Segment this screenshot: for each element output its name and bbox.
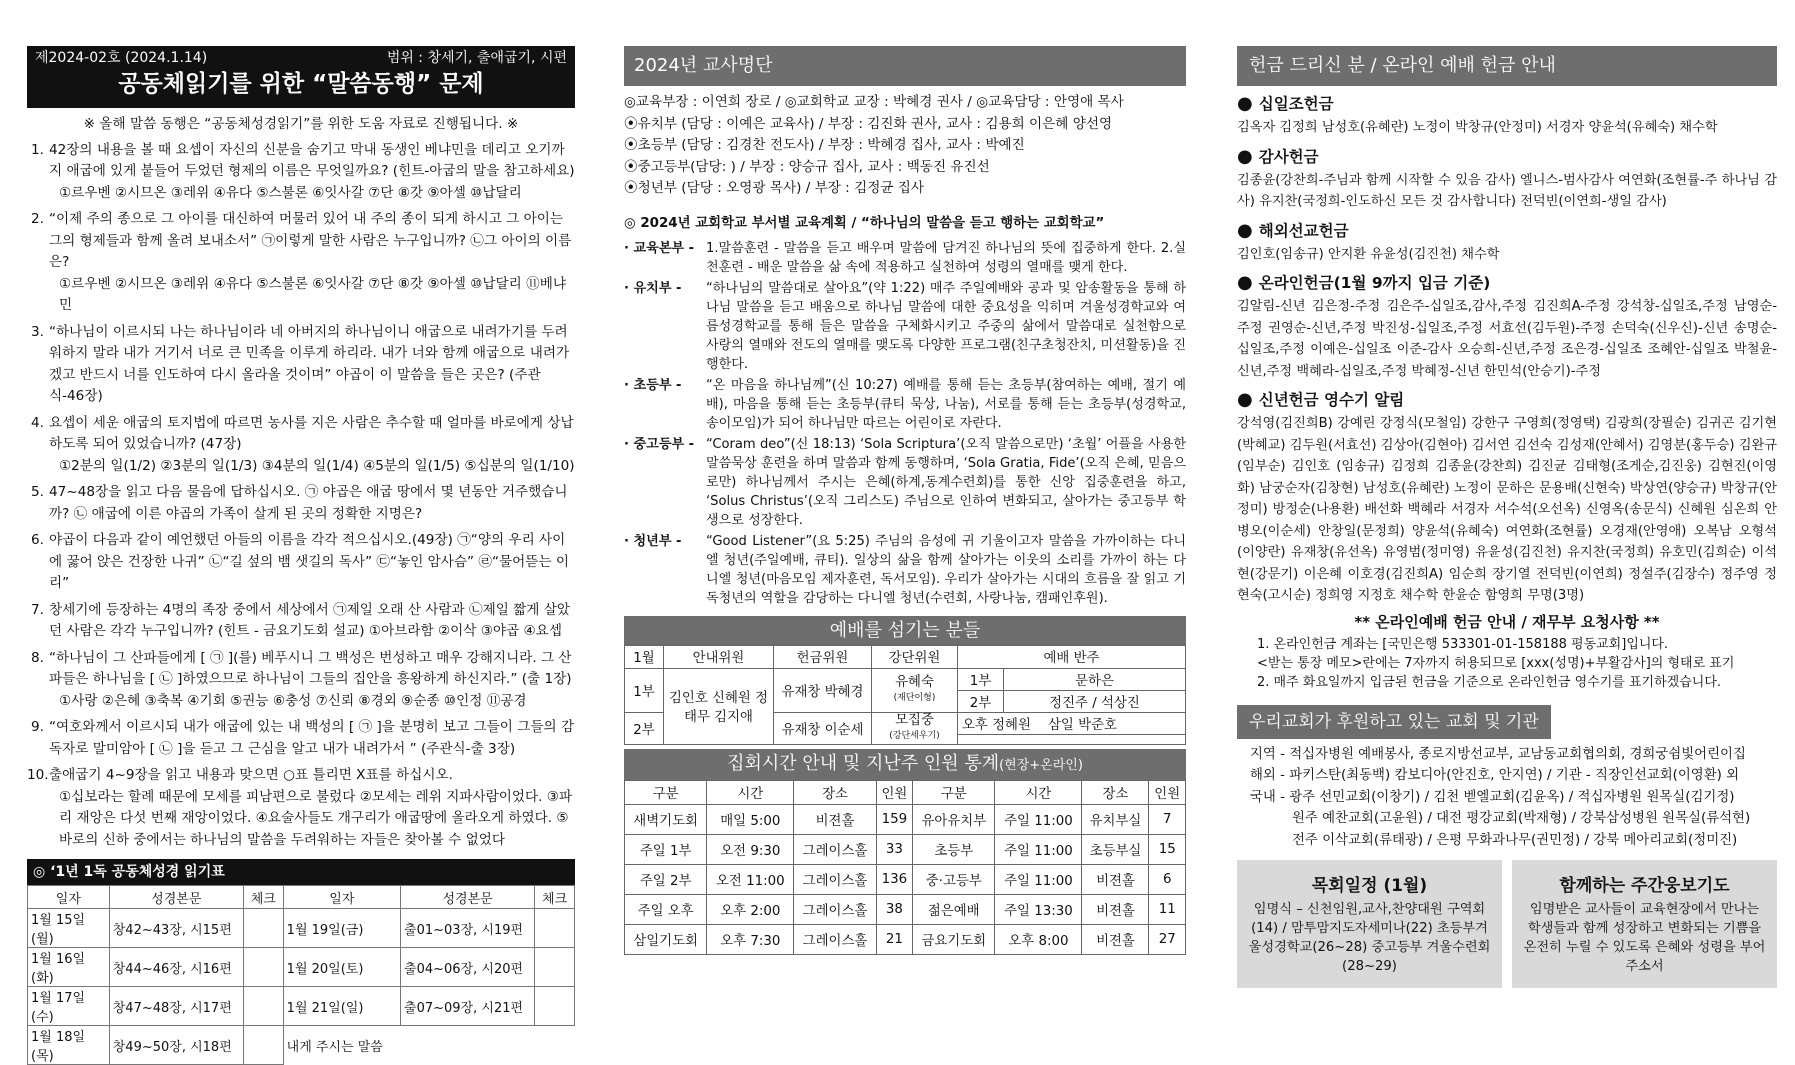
serve-altar2-note: (강단세우기) (889, 730, 940, 741)
plan-text: “온 마음을 하나님께”(신 10:27) 예배를 통해 듣는 초등부(참여하는 예배, 절기 예배), 마음을 통해 듣는 초등부(큐티 묵상, 나눔), 서로를 통해 듣는 초등부(성경학교, 송이모임)가 되어 하나님만 따르는 어린이로 자란다. (706, 377, 1186, 431)
serve-head-guide: 안내위원 (664, 645, 774, 668)
meeting-cell: 초등부 (913, 834, 995, 864)
meeting-cell: 주일 11:00 (995, 804, 1082, 834)
meeting-cell: 주일 13:30 (995, 894, 1082, 924)
meeting-cell: 그레이스홀 (794, 894, 876, 924)
question-number: 8. (31, 649, 44, 666)
plan-text: “Coram deo”(신 18:13) ‘Sola Scriptura’(오직 말씀으로만) ‘초월’ 어플을 사용한 말씀묵상 훈련을 하며 말씀과 함께 동행하며, ‘Sola Gratia, Fide’(오직 은혜, 믿음으로만) 하나님께서 주시는 은혜(하계,동계수련회)를 통한 신앙 집중훈련을 하고, ‘Solus Christus’(오직 그리스도) 주님으로 인하여 변화되고, 살아가는 중고등부 학생으로 성장한다. (706, 436, 1186, 528)
question-list (27, 140, 575, 852)
meeting-cell: 136 (876, 864, 912, 894)
reading-cell: 창47~48장, 시17편 (109, 987, 243, 1026)
meeting-cell: 젊은예배 (913, 894, 995, 924)
reading-head-cell: 성경본문 (401, 886, 535, 909)
meeting-table (624, 780, 1186, 955)
plan-item (624, 435, 1186, 530)
plan-dept: · 초등부 - (624, 377, 682, 393)
meeting-cell: 오전 9:30 (707, 834, 794, 864)
question-body (49, 600, 575, 643)
reading-cell: 출07~09장, 시21편 (401, 987, 535, 1026)
question-number: 7. (31, 601, 44, 618)
notice-title: ** 온라인예배 헌금 안내 / 재무부 요청사항 ** (1354, 612, 1660, 631)
reading-cell (243, 948, 283, 987)
reading-cell: 창42~43장, 시15편 (109, 909, 243, 948)
issue-number: 제2024-02호 (2024.1.14) (35, 50, 208, 66)
reading-range: 범위 : 창세기, 출애굽기, 시편 (386, 50, 567, 66)
question-body (49, 482, 575, 525)
bullet-icon: ● (1237, 389, 1253, 410)
plan-item (624, 279, 1186, 374)
table-row (625, 804, 1186, 834)
acc-label-1: 1부 (958, 668, 1004, 690)
reading-cell (243, 987, 283, 1026)
plan-dept: · 교육본부 - (624, 240, 695, 256)
quiz-intro: ※ 올해 말씀 동행은 “공동체성경읽기”를 위한 도움 자료로 진행됩니다. ※ (83, 116, 519, 132)
question-number: 6. (31, 532, 44, 548)
question-item (27, 648, 575, 713)
reading-head-cell: 일자 (283, 886, 400, 909)
offering-title: 헌금 드리신 분 / 온라인 예배 헌금 안내 (1237, 46, 1777, 86)
table-row (625, 834, 1186, 864)
meeting-cell: 초등부실 (1082, 834, 1149, 864)
serve-head-altar: 강단위원 (872, 645, 958, 668)
support-line: 해외 - 파키스탄(최동백) 캄보디아(안진호, 안지연) / 기관 - 직장인선교회(이영환) 외 (1250, 768, 1740, 783)
question-options: ①십보라는 할례 때문에 모세를 피남편으로 불렀다 ②모세는 레위 지파사람이었다. ③파리 재앙은 다섯 번째 재앙이었다. ④요술사들도 개구리가 애굽땅에 올라오게 하였다. ⑤바로의 신하 중에서는 하나님의 말씀을 두려워하는 자들은 찾아볼 수 없었다 (59, 788, 573, 848)
offering-heading (1237, 144, 1777, 170)
reading-head-cell: 성경본문 (109, 886, 243, 909)
reading-plan-table (27, 885, 575, 1065)
support-line: 전주 이삭교회(류태광) / 은평 무화과나무(권민정) / 강북 메아리교회(정미진) (1292, 832, 1738, 848)
reading-head-cell: 일자 (28, 886, 110, 909)
question-item (27, 140, 575, 205)
question-item (27, 482, 575, 525)
meeting-cell: 오후 7:30 (707, 924, 794, 954)
meeting-head-cell: 시간 (707, 780, 794, 804)
meeting-head-cell: 구분 (913, 780, 995, 804)
meeting-cell: 주일 11:00 (995, 834, 1082, 864)
question-body (49, 648, 575, 713)
reading-cell: 1월 15일(월) (28, 909, 110, 948)
question-text: “이제 주의 종으로 그 아이를 대신하여 머물러 있어 내 주의 종이 되게 하시고 그 아이는 그의 형제들과 함께 올려 보내소서” ㉠이렇게 말한 사람은 누구입니까? ㉡그 아이의 이름은? (49, 211, 572, 270)
meeting-cell: 그레이스홀 (794, 924, 876, 954)
reading-cell: 창44~46장, 시16편 (109, 948, 243, 987)
question-number: 10. (27, 767, 49, 783)
question-body (49, 322, 575, 408)
support-line: 원주 예찬교회(고윤원) / 대전 평강교회(박재형) / 강북삼성병원 원목실(류석현) (1292, 811, 1751, 826)
meeting-cell: 오후 2:00 (707, 894, 794, 924)
acc-label-3: 오후 정혜원 (962, 717, 1031, 733)
reading-cell: 1월 16일(화) (28, 948, 110, 987)
question-text: 출애굽기 4~9장을 읽고 내용과 맞으면 ○표 틀리면 X표를 하십시오. (49, 767, 453, 783)
meeting-cell: 오후 8:00 (995, 924, 1082, 954)
meeting-cell: 주일 1부 (625, 834, 707, 864)
table-row (625, 894, 1186, 924)
department-line: ⦿유치부 (담당 : 이예은 교육사) / 부장 : 김진화 권사, 교사 : 김용희 이은혜 양선영 (624, 115, 1113, 132)
question-body (49, 530, 575, 595)
prayer-body: 임명받은 교사들이 교육현장에서 만나는 학생들과 함께 성장하고 변화되는 기쁨을 온전히 누릴 수 있도록 은혜와 성령을 부어주소서 (1523, 902, 1766, 974)
department-line: ⦿청년부 (담당 : 오영광 목사) / 부장 : 김정균 집사 (624, 180, 925, 196)
quiz-header (27, 46, 575, 108)
meeting-cell: 6 (1149, 864, 1186, 894)
reading-cell (535, 948, 575, 987)
table-row (625, 864, 1186, 894)
reading-cell: 1월 18일(목) (28, 1026, 110, 1065)
offering-names: 김옥자 김정희 남성호(유혜란) 노정이 박창규(안정미) 서경자 양윤석(유혜숙) 채수학 (1237, 120, 1718, 135)
plan-item (624, 239, 1186, 277)
meeting-cell: 금요기도회 (913, 924, 995, 954)
offering-heading (1237, 270, 1777, 296)
question-item (27, 717, 575, 760)
question-item (27, 322, 575, 408)
reading-head-cell: 체크 (535, 886, 575, 909)
reading-cell: 1월 20일(토) (283, 948, 400, 987)
reading-cell (243, 1026, 283, 1065)
offering-names: 김인호(임송규) 안지환 유윤성(김진천) 채수학 (1237, 246, 1500, 262)
table-row (28, 987, 575, 1026)
meeting-cell: 삼일기도회 (625, 924, 707, 954)
question-item (27, 600, 575, 643)
question-item (27, 765, 575, 851)
quiz-title: 공동체읽기를 위한 “말씀동행” 문제 (118, 71, 484, 97)
meeting-cell: 33 (876, 834, 912, 864)
offering-heading-text: 해외선교헌금 (1258, 221, 1349, 240)
meeting-head-cell: 구분 (625, 780, 707, 804)
question-item (27, 413, 575, 478)
offering-names: 김알림-신년 김은정-주정 김은주-십일조,감사,주정 김진희A-주정 강석창-십일조,주정 남영순-주정 권영순-신년,주정 박진성-십일조,주정 서효선(김두원)-주정 손덕숙(신우신)-신년 송명순-십일조,주정 이예은-십일조 이준-감사 오승희-신년,주정 조은경-십일조 조혜안-십일조 박철윤-신년,주정 백혜라-십일조,주정 박혜정-신년 한민석(안승기)-주정 (1237, 299, 1777, 379)
question-text: “하나님이 그 산파들에게 [ ㉠ ](를) 베푸시니 그 백성은 번성하고 매우 강해지니라. 그 산파들은 하나님을 [ ㉡ ]하였으므로 하나님이 그들의 집안을 흥왕하게 하신지라.” (출 1장) (49, 649, 572, 687)
reading-cell: 출01~03장, 시19편 (401, 909, 535, 948)
notice-list (1237, 635, 1777, 692)
question-options: ①2분의 일(1/2) ②3분의 일(1/3) ③4분의 일(1/4) ④5분의 일(1/5) ⑤십분의 일(1/10) (59, 457, 575, 474)
meeting-cell: 매일 5:00 (707, 804, 794, 834)
reading-cell (243, 909, 283, 948)
question-number: 2. (31, 211, 44, 227)
serve-offering1: 유재창 박혜경 (774, 668, 872, 712)
schedule-box (1237, 860, 1502, 988)
meeting-cell: 새벽기도회 (625, 804, 707, 834)
meeting-title (624, 749, 1186, 780)
table-row (28, 909, 575, 948)
plan-text: “Good Listener”(요 5:25) 주님의 음성에 귀 기울이고자 말씀을 가까이하는 다니엘 청년(주일예배, 큐티). 일상의 삶을 함께 살아가는 이웃의 소리를 가까이 하는 다니엘 청년(마음모임 제자훈련, 독서모임). 우리가 살아가는 시대의 흐름을 잘 읽고 기독청년의 역할을 감당하는 다니엘 청년(수련회, 사랑나눔, 캠패인후원). (706, 533, 1186, 606)
offering-heading-text: 감사헌금 (1258, 147, 1319, 166)
offering-heading (1237, 387, 1777, 413)
question-number: 9. (31, 719, 44, 735)
offering-list (1237, 91, 1777, 607)
acc-name-3: 삼일 박준호 (1047, 717, 1117, 733)
meeting-cell: 38 (876, 894, 912, 924)
offering-heading (1237, 91, 1777, 117)
offering-heading-text: 신년헌금 영수기 알림 (1258, 391, 1405, 409)
meeting-head-cell: 인원 (876, 780, 912, 804)
teacher-column (624, 46, 1186, 955)
question-text: “여호와께서 이르시되 내가 애굽에 있는 내 백성의 [ ㉠ ]을 분명히 보고 그들이 그들의 감독자로 말미암아 [ ㉡ ]을 듣고 그 근심을 알고 내가 내려가서 ” (주관식-출 3장) (49, 719, 575, 757)
plan-item (624, 376, 1186, 433)
offering-names: 김종윤(강찬희-주님과 함께 시작할 수 있음 감사) 엘니스-범사감사 여연화(조현률-주 하나님 감사) 유지찬(국정희-인도하신 모든 것 감사합니다) 전덕빈(이연희-생일 감사) (1237, 172, 1777, 209)
education-plan-title: ◎ 2024년 교회학교 부서별 교육계획 / “하나님의 말씀을 듣고 행하는 교회학교” (624, 215, 1105, 231)
prayer-box (1512, 860, 1777, 988)
reading-cell: 창49~50장, 시18편 (109, 1026, 243, 1065)
support-title: 우리교회가 후원하고 있는 교회 및 기관 (1237, 705, 1551, 739)
serve-altar1: 유혜숙 (895, 674, 934, 690)
meeting-cell: 그레이스홀 (794, 864, 876, 894)
reading-plan-title: ◎ ‘1년 1독 공동체성경 읽기표 (27, 859, 575, 885)
plan-dept: · 청년부 - (624, 533, 682, 549)
serve-head-offering: 헌금위원 (774, 645, 872, 668)
question-text: “하나님이 이르시되 나는 하나님이라 네 아버지의 하나님이니 애굽으로 내려가기를 두려워하지 말라 내가 거기서 너로 큰 민족을 이루게 하리라. 내가 너와 함께 애굽으로 내려가겠고 반드시 너를 인도하여 다시 올라올 것이며” 야곱이 이 말씀을 들은 곳은? (주관식-46장) (49, 323, 570, 404)
acc-name-1: 문하은 (1004, 668, 1186, 690)
notice-line: 1. 온라인헌금 계좌는 [국민은행 533301-01-158188 평동교회]입니다. (1257, 636, 1669, 652)
prayer-title: 함께하는 주간웅보기도 (1559, 876, 1730, 896)
support-line: 지역 - 적십자병원 예배봉사, 종로지방선교부, 교남동교회협의회, 경희궁쉼빛어린이집 (1250, 746, 1746, 762)
meeting-cell: 비젼홀 (794, 804, 876, 834)
question-text: 42장의 내용을 볼 때 요셉이 자신의 신분을 숨기고 막내 동생인 베냐민을 데리고 오기까지 애굽에 있게 붙들어 두었던 형제의 이름은 무엇일까요? (힌트-아굽의 말을 참고하세요) (49, 141, 575, 179)
reading-cell: 1월 17일(수) (28, 987, 110, 1026)
teacher-list-title: 2024년 교사명단 (624, 46, 1186, 86)
notice-line: 2. 매주 화요일까지 입금된 헌금을 기준으로 온라인헌금 영수기를 표기하겠습니다. (1257, 674, 1722, 690)
meeting-head-cell: 장소 (1082, 780, 1149, 804)
meeting-cell: 21 (876, 924, 912, 954)
offering-heading-text: 십일조헌금 (1258, 95, 1334, 113)
meeting-cell: 159 (876, 804, 912, 834)
serving-title: 예배를 섬기는 분들 (624, 616, 1186, 645)
meeting-title-text: 집회시간 안내 및 지난주 인원 통계 (727, 752, 1000, 774)
question-item (27, 530, 575, 595)
quiz-column (27, 46, 575, 1065)
support-list (1237, 744, 1777, 852)
notice-line: <받는 통장 메모>란에는 7자까지 허용되므로 [xxx(성명)+부활감사]의 형태로 표기 (1257, 655, 1735, 671)
serve-offering2: 유재창 이순세 (774, 712, 872, 744)
meeting-cell: 주일 11:00 (995, 864, 1082, 894)
question-number: 5. (31, 484, 44, 500)
question-body (49, 765, 575, 851)
serve-altar1-note: (재단이형) (893, 692, 936, 703)
serving-table (624, 645, 1186, 745)
reading-cell: 1월 19일(금) (283, 909, 400, 948)
question-body (49, 209, 575, 317)
table-row (28, 948, 575, 987)
reading-note-cell: 내게 주시는 말씀 (283, 1026, 574, 1065)
question-options: ①르우벤 ②시므온 ③레위 ④유다 ⑤스불론 ⑥잇사갈 ⑦단 ⑧갓 ⑨아셀 ⑩납달리 ⑪베냐민 (59, 275, 566, 313)
serve-head-month: 1월 (625, 645, 664, 668)
offering-names: 강석영(김진희B) 강예린 강정식(모철임) 강한구 구영희(정영택) 김광희(장필순) 김귀곤 김기현(박혜교) 김두원(서효선) 김상아(김현아) 김서연 김선숙 김성재(안혜서) 김영분(홍두승) 김완규(임부순) 김인호 (임송규) 김정희 김종윤(강찬희) 김진균 김태형(조게순,김진웅) 김현진(이영화) 남궁순자(김창현) 남성호(유혜란) 노정이 문하은 문용배(신현숙) 박상연(양승규) 박창규(안정미) 방정순(나용환) 배선화 백혜라 서경자 서수석(오선옥) 신영옥(송문식) 신혜원 심온희 안병오(이순세) 안창일(문정희) 양윤석(유혜숙) 여연화(조현률) 오경재(안영애) 오복남 오형석(이양란) 유재창(유선옥) 유영범(정미영) 유윤성(김진천) 유지찬(국정희) 유호민(김희순) 이석현(강문기) 이은혜 이호경(김진희A) 임순희 장기열 전덕빈(이연희) 정설주(김장수) 정주영 정현숙(고시순) 정희영 지정호 채수학 한윤순 함영희 무명(3명) (1237, 416, 1777, 603)
meeting-cell: 중·고등부 (913, 864, 995, 894)
acc-label-2: 2부 (958, 690, 1004, 712)
department-line: ⦿중고등부(담당: ) / 부장 : 양승규 집사, 교사 : 백동진 유진선 (624, 158, 990, 175)
support-line: 국내 - 광주 선민교회(이창기) / 김천 벧엘교회(김윤옥) / 적십자병원 원목실(김기정) (1250, 789, 1735, 805)
question-text: 창세기에 등장하는 4명의 족장 중에서 세상에서 ㉠제일 오래 산 사람과 ㉡제일 짧게 살았던 사람은 각각 누구입니까? (힌트 - 금요기도회 설교) ①아브라함 ②이삭 ③야곱 ④요셉 (49, 601, 571, 639)
meeting-cell: 주일 오후 (625, 894, 707, 924)
department-list (624, 92, 1186, 200)
meeting-cell: 그레이스홀 (794, 834, 876, 864)
reading-head-cell: 체크 (243, 886, 283, 909)
serve-part1: 1부 (625, 668, 664, 712)
table-row (28, 1026, 575, 1065)
plan-text: “하나님의 말씀대로 살아요”(약 1:22) 매주 주일예배와 공과 및 암송활동을 통해 하나님 말씀을 듣고 배움으로 하나님 말씀에 대한 중요성을 익히며 겨울성경학교와 여름성경학교를 통해 들은 말씀을 구체화시키고 주중의 삶에서 말씀대로 실천함으로 사랑의 열매와 전도의 열매를 맺도록 다양한 프로그램(친구초청잔치, 미션활동)을 진행한다. (706, 280, 1186, 372)
meeting-cell: 주일 2부 (625, 864, 707, 894)
plan-item (624, 532, 1186, 608)
table-row (625, 924, 1186, 954)
offering-heading (1237, 218, 1777, 244)
plan-dept: · 유치부 - (624, 280, 682, 296)
offering-column (1237, 46, 1777, 988)
question-number: 3. (31, 323, 44, 340)
schedule-body: 임명식 – 신천임원,교사,찬양대원 구역회(14) / 맘투맘지도자세미나(22) 초등부겨울성경학교(26~28) 중고등부 겨울수련회(28~29) (1248, 902, 1491, 974)
reading-cell: 1월 21일(일) (283, 987, 400, 1026)
meeting-cell: 오전 11:00 (707, 864, 794, 894)
meeting-cell: 비젼홀 (1082, 924, 1149, 954)
reading-cell (535, 987, 575, 1026)
meeting-cell: 7 (1149, 804, 1186, 834)
serve-head-accompany: 예배 반주 (958, 645, 1186, 668)
question-text: 야곱이 다음과 같이 예언했던 아들의 이름을 각각 적으십시오.(49장) ㉠“양의 우리 사이에 꿇어 앉은 건장한 나귀” ㉡“길 섶의 뱀 샛길의 독사” ㉢“놓인 암사슴” ㉣“물어뜯는 이리” (49, 532, 570, 591)
plan-text: 1.말씀훈련 - 말씀을 듣고 배우며 말씀에 담겨진 하나님의 뜻에 집중하게 한다. 2.실천훈련 - 배운 말씀을 삶 속에 적용하고 실천하여 성령의 열매를 맺게 한다. (706, 240, 1186, 275)
department-line: ◎교육부장 : 이연희 장로 / ◎교회학교 교장 : 박혜경 권사 / ◎교육담당 : 안영애 목사 (624, 94, 1124, 110)
meeting-cell: 유아유치부 (913, 804, 995, 834)
meeting-cell: 27 (1149, 924, 1186, 954)
meeting-cell: 비젼홀 (1082, 864, 1149, 894)
serve-guides: 김인호 신혜원 정태무 김지애 (664, 668, 774, 744)
acc-name-2: 정진주 / 석상진 (1004, 690, 1186, 712)
question-options: ①사랑 ②은혜 ③축복 ④기회 ⑤권능 ⑥충성 ⑦신뢰 ⑧경외 ⑨순종 ⑩인정 ⑪공경 (59, 692, 527, 709)
meeting-head-cell: 시간 (995, 780, 1082, 804)
serve-altar2: 모집중 (895, 712, 934, 728)
offering-heading-text: 온라인헌금(1월 9까지 입금 기준) (1258, 274, 1491, 292)
meeting-cell: 11 (1149, 894, 1186, 924)
meeting-head-cell: 인원 (1149, 780, 1186, 804)
question-text: 47~48장을 읽고 다음 물음에 답하십시오. ㉠ 야곱은 애굽 땅에서 몇 년동안 거주했습니까? ㉡ 애굽에 이른 야곱의 가족이 살게 된 곳의 정확한 지명은? (49, 484, 568, 522)
bullet-icon: ● (1237, 272, 1253, 293)
question-number: 1. (31, 141, 44, 158)
bullet-icon: ● (1237, 219, 1253, 241)
education-plan-list (624, 239, 1186, 608)
meeting-title-note: (현장+온라인) (999, 757, 1083, 773)
plan-dept: · 중고등부 - (624, 436, 695, 452)
question-number: 4. (31, 414, 44, 431)
schedule-title: 목회일정 (1월) (1311, 876, 1428, 896)
question-item (27, 209, 575, 317)
reading-cell (535, 909, 575, 948)
meeting-cell: 비젼홀 (1082, 894, 1149, 924)
question-options: ①르우벤 ②시므온 ③레위 ④유다 ⑤스불론 ⑥잇사갈 ⑦단 ⑧갓 ⑨아셀 ⑩납달리 (59, 184, 522, 201)
meeting-cell: 15 (1149, 834, 1186, 864)
question-body (49, 140, 575, 205)
meeting-cell: 유치부실 (1082, 804, 1149, 834)
question-body (49, 717, 575, 760)
bullet-icon: ● (1237, 145, 1253, 167)
reading-cell: 출04~06장, 시20편 (401, 948, 535, 987)
department-line: ⦿초등부 (담당 : 김경찬 전도사) / 부장 : 박혜경 집사, 교사 : 박예진 (624, 137, 1025, 153)
question-body (49, 413, 575, 478)
question-text: 요셉이 세운 애굽의 토지법에 따르면 농사를 지은 사람은 추수할 때 얼마를 바로에게 상납하도록 되어 있었습니까? (47장) (49, 414, 574, 452)
meeting-head-cell: 장소 (794, 780, 876, 804)
bullet-icon: ● (1237, 93, 1253, 114)
serve-part2: 2부 (625, 712, 664, 744)
